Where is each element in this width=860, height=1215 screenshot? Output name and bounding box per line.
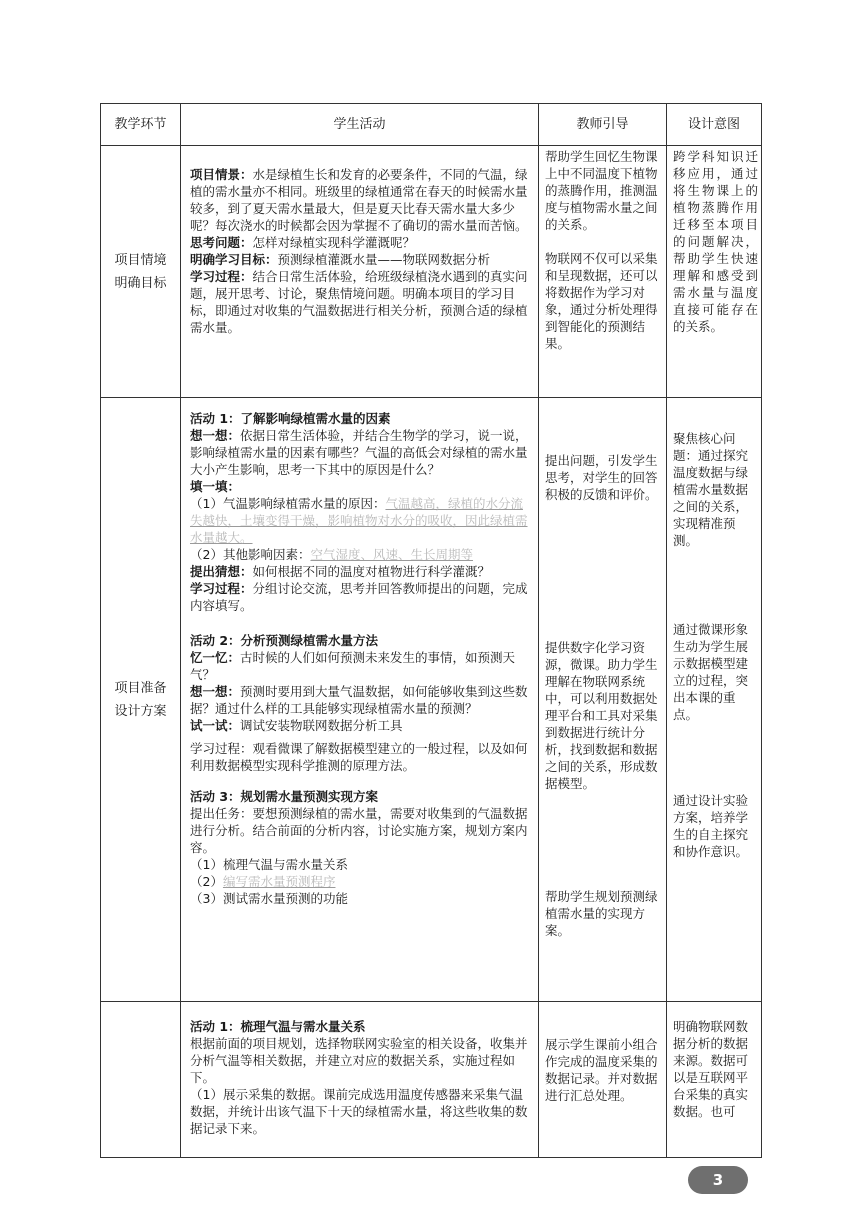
- try-label: 试一试：: [190, 718, 241, 733]
- stage-label: 项目准备设计方案: [114, 680, 167, 719]
- table-row: [101, 1002, 762, 1158]
- think-text: 依据日常生活体验，并结合生物学的学习，说一说，影响绿植需水量的因素有哪些？气温的高低会对绿植的需水量大小产生影响，思考一下其中的原因是什么？: [190, 428, 528, 477]
- intent-text: 通过微课形象生动为学生展示数据模型建立的过程，突出本课的重点。: [673, 622, 749, 722]
- question-label: 思考问题：: [190, 235, 253, 250]
- recall-paragraph: [190, 649, 531, 683]
- think-label: 想一想：: [190, 428, 241, 443]
- plan-step-3: （3）测试需水量预测的功能: [190, 891, 348, 906]
- fill-prefix: （1）气温影响绿植需水量的原因：: [190, 496, 386, 511]
- header-design-intent: 设计意图: [667, 104, 762, 146]
- intent-text: 聚焦核心问题：通过探究温度数据与绿植需水量数据之间的关系，实现精准预测。: [673, 431, 749, 548]
- think-paragraph: [190, 683, 531, 717]
- goal-text: 预测绿植灌溉水量——物联网数据分析: [277, 252, 491, 267]
- question-paragraph: [190, 234, 531, 251]
- process-paragraph: [190, 580, 531, 614]
- teacher-text: 展示学生课前小组合作完成的温度采集的数据记录。并对数据进行汇总处理。: [545, 1037, 658, 1103]
- try-paragraph: [190, 717, 531, 734]
- plan-step-1: （1）梳理气温与需水量关系: [190, 857, 348, 872]
- intent-text: 明确物联网数据分析的数据来源。数据可以是互联网平台采集的真实数据。也可: [673, 1019, 749, 1119]
- recall-text: 古时候的人们如何预测未来发生的事情，如预测天气？: [190, 650, 516, 682]
- process-text: 结合日常生活体验，给班级绿植浇水遇到的真实问题，展开思考、讨论，聚焦情境问题。明确本项目的学习目标，即通过对收集的气温数据进行相关分析，预测合适的绿植需水量。: [190, 269, 528, 335]
- activity-1-title: 活动 1：梳理气温与需水量关系: [190, 1019, 366, 1034]
- scene-text: 水是绿植生长和发育的必要条件，不同的气温，绿植的需水量亦不相同。班级里的绿植通常在春天的时候需水量较多，到了夏天需水量最大，但是夏天比春天需水量大多少呢？每次浇水的时候都会因为掌握不了确切的需水量而苦恼。: [190, 167, 528, 233]
- plan-step-2: [190, 873, 531, 890]
- recall-label: 忆一忆：: [190, 650, 241, 665]
- teacher-text: 帮助学生回忆生物课上中不同温度下植物的蒸腾作用，推测温度与植物需水量之间的关系。: [545, 149, 658, 232]
- design-intent-cell: [667, 1002, 762, 1158]
- lesson-plan-table: [100, 103, 762, 1158]
- stage-cell: [101, 1002, 181, 1158]
- data-step-1: （1）展示采集的数据。课前完成选用温度传感器来采集气温数据，并统计出该气温下十天的绿植需水量，将这些收集的数据记录下来。: [190, 1087, 528, 1136]
- student-activity-cell: [181, 146, 539, 398]
- think-label: 想一想：: [190, 684, 241, 699]
- process-label: 学习过程：: [190, 269, 253, 284]
- table-row: [101, 398, 762, 1002]
- scene-label: 项目情景：: [190, 167, 253, 182]
- student-activity-cell: [181, 1002, 539, 1158]
- header-teacher-guidance: 教师引导: [539, 104, 667, 146]
- teacher-text: 提供数字化学习资源，微课。助力学生理解在物联网系统中，可以利用数据处理平台和工具对采集到数据进行统计分析，找到数据和数据之间的关系，形成数据模型。: [545, 640, 658, 791]
- table-row: [101, 146, 762, 398]
- teacher-text: 提出问题，引发学生思考，对学生的回答积极的反馈和评价。: [545, 453, 658, 502]
- process-label: 学习过程：: [190, 581, 253, 596]
- stage-label: 项目情境明确目标: [114, 252, 167, 291]
- fill-prefix: （2）其他影响因素：: [190, 547, 311, 562]
- student-activity-cell: [181, 398, 539, 1002]
- think-text: 预测时要用到大量气温数据，如何能够收集到这些数据？通过什么样的工具能够实现绿植需水量的预测？: [190, 684, 528, 716]
- design-intent-cell: [667, 398, 762, 1002]
- think-paragraph: [190, 427, 531, 478]
- activity-1-title: 活动 1：了解影响绿植需水量的因素: [190, 411, 391, 426]
- fill-item-1: [190, 495, 531, 546]
- teacher-text: 帮助学生规划预测绿植需水量的实现方案。: [545, 889, 658, 938]
- teacher-guidance-cell: [539, 1002, 667, 1158]
- fill-label: 填一填：: [190, 479, 241, 494]
- table-header-row: [101, 104, 762, 146]
- page-number-badge: 3: [688, 1166, 748, 1194]
- activity-2-title: 活动 2：分析预测绿植需水量方法: [190, 633, 379, 648]
- stage-cell: [101, 146, 181, 398]
- header-stage: 教学环节: [101, 104, 181, 146]
- design-intent-cell: [667, 146, 762, 398]
- teacher-text: 物联网不仅可以采集和呈现数据，还可以将数据作为学习对象，通过分析处理得到智能化的预测结果。: [545, 251, 658, 351]
- step-prefix: （2）: [190, 874, 223, 889]
- question-text: 怎样对绿植实现科学灌溉呢？: [252, 235, 416, 250]
- step-answer: 编写需水量预测程序: [222, 874, 336, 889]
- process-paragraph: [190, 268, 531, 336]
- guess-text: 如何根据不同的温度对植物进行科学灌溉？: [252, 564, 491, 579]
- try-text: 调试安装物联网数据分析工具: [240, 718, 403, 733]
- scene-paragraph: [190, 166, 531, 234]
- stage-cell: [101, 398, 181, 1002]
- goal-paragraph: [190, 251, 531, 268]
- task-paragraph: 提出任务：要想预测绿植的需水量，需要对收集到的气温数据进行分析。结合前面的分析内容，讨论实施方案，规划方案内容。: [190, 806, 528, 855]
- activity-3-title: 活动 3：规划需水量预测实现方案: [190, 789, 379, 804]
- intent-text: 通过设计实验方案，培养学生的自主探究和协作意识。: [673, 793, 749, 859]
- fill-answer: 气温越高，绿植的水分流失越快，土壤变得干燥，影响植物对水分的吸收，因此绿植需水量越大。: [190, 496, 528, 545]
- teacher-guidance-cell: [539, 398, 667, 1002]
- header-student-activity: 学生活动: [181, 104, 539, 146]
- guess-label: 提出猜想：: [190, 564, 253, 579]
- intent-text: 跨学科知识迁移应用，通过将生物课上的植物蒸腾作用迁移至本项目的问题解决，帮助学生快速理解和感受到需水量与温度直接可能存在的关系。: [673, 149, 758, 334]
- activity-text: 根据前面的项目规划，选择物联网实验室的相关设备，收集并分析气温等相关数据，并建立对应的数据关系，实施过程如下。: [190, 1036, 528, 1085]
- process-text: 分组讨论交流，思考并回答教师提出的问题，完成内容填写。: [190, 581, 528, 613]
- goal-label: 明确学习目标：: [190, 252, 278, 267]
- fill-item-2: [190, 546, 531, 563]
- process-paragraph: 学习过程：观看微课了解数据模型建立的一般过程，以及如何利用数据模型实现科学推测的原理方法。: [190, 741, 528, 773]
- guess-paragraph: [190, 563, 531, 580]
- fill-answer: 空气湿度、风速、生长周期等: [310, 547, 473, 562]
- teacher-guidance-cell: [539, 146, 667, 398]
